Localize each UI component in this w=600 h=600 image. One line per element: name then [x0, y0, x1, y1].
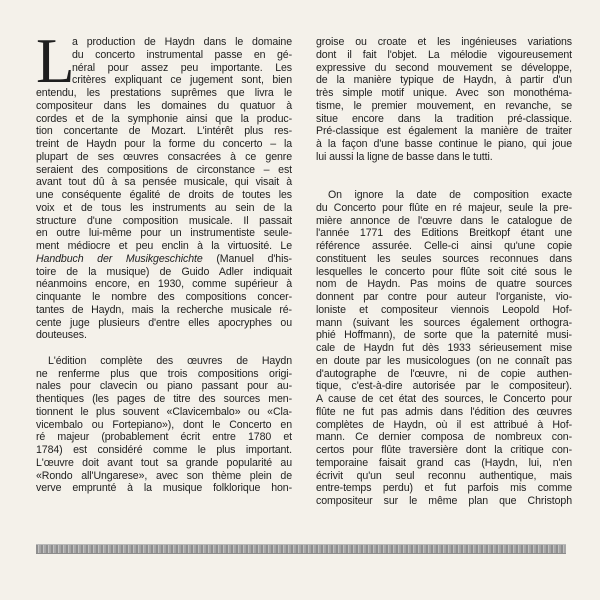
text-line: l'année 1771 des Editions Breitkopf étant une: [316, 227, 572, 240]
text-line: d'autographe de l'œuvre, ni de copie authen-: [316, 367, 572, 380]
text-line: 1784) est considéré comme le plus important.: [36, 444, 292, 456]
text-line: à la façon d'une basse continue le piano, qui joue: [316, 138, 572, 150]
text-line: lesquelles le concerto pour flûte soit cité sous le: [316, 265, 572, 278]
text-line: néanmoins encore, en 1930, comme supérieur à: [36, 278, 292, 291]
text-line: On ignore la date de composition exacte: [328, 189, 572, 201]
text-line: tantes de Haydn, mais la recherche musicale ré-: [36, 303, 292, 316]
text-line: cordes et de la symphonie ainsi que la produc-: [36, 112, 292, 125]
text-line: plupart de ses œuvres consacrées à ce genre: [36, 150, 292, 163]
left-column: [36, 26, 292, 495]
text-line: avant tout dû à sa pensée musicale, qui visait à: [36, 176, 292, 189]
text-line: certos pour flûte traversière dont la critique con-: [316, 444, 572, 456]
right-column: [316, 36, 572, 508]
text-line: ment médiocre et peu enclin à la virtuosité. Le: [36, 240, 292, 252]
text-line: cale de Haydn fut dès 1933 sérieusement mise: [316, 342, 572, 354]
text-line: lui aussi la ligne de basse dans le tutti.: [316, 150, 493, 163]
text-line: mière annonce de l'œuvre dans le catalogue de: [316, 214, 572, 227]
text-line: entre-temps perdu) et fut parfois mis comme: [316, 482, 572, 495]
text-line: phié Hoffmann), de sorte que la paternité musi-: [316, 329, 572, 342]
text-line: temporaine faisait grand cas (Haydn, lui, n'en: [316, 456, 572, 469]
text-line: tion concertante de Mozart. L'intérêt plus res-: [36, 125, 292, 138]
text-line: de la manière typique de Haydn, à partir d'un: [316, 74, 572, 87]
text-line: verve emprunté à la musique folklorique hon-: [36, 482, 292, 495]
text-line: une conséquente égalité de droits de toutes les: [36, 189, 292, 201]
text-line: mann (suivant les sources également orthogra-: [316, 316, 572, 329]
text-line: treint de Haydn pour la forme du concerto – la: [36, 138, 292, 150]
text-line: constituent les seules sources reconnues dans: [316, 252, 572, 265]
text-line: donnent par contre pour auteur l'organiste, vio-: [316, 291, 572, 303]
text-line: expressive du second mouvement se développe,: [316, 61, 572, 74]
text-line: douteuses.: [36, 329, 87, 342]
text-line: tique, c'est-à-dire autorisée par le compositeur).: [316, 380, 572, 393]
text-line: ne renferme plus que trois compositions origi-: [36, 367, 292, 380]
text-line: néral pour assez peu importante. Les: [72, 61, 292, 74]
text-line: structure d'une composition musicale. Il passait: [36, 214, 292, 227]
text-line: Handbuch der Musikgeschichte (Manuel d'his-: [36, 252, 292, 265]
text-line: en doute par les musicologues (on ne connaît pas: [316, 354, 572, 367]
text-line: critères expliquant ce jugement sont, bien: [72, 74, 292, 87]
text-line: vicembalo ou Fortepiano»), dont le Concerto en: [36, 418, 292, 431]
text-line: Pré-classique est également la manière de traiter: [316, 125, 572, 138]
text-line: L'œuvre doit avant tout sa grande popularité au: [36, 456, 292, 469]
text-line: nales pour clavecin ou piano passant pour au-: [36, 380, 292, 393]
text-line: entendu, les prestations suprêmes que livra le: [36, 87, 292, 99]
text-line: «Rondo all'Ungarese», avec son thème plein de: [36, 469, 292, 482]
text-line: voix et de tous les instruments au sein de la: [36, 201, 292, 214]
text-line: situe encore dans la tradition pré-classique.: [316, 112, 572, 125]
text-line: très simple motif unique. Avec son monothéma-: [316, 87, 572, 99]
paragraph-gap: [316, 164, 572, 190]
text-line: mann. Ce dernier composa de nombreux con-: [316, 431, 572, 444]
text-line: seraient des compositions de circonstance – est: [36, 163, 292, 176]
text-line: L'édition complète des œuvres de Haydn: [48, 354, 292, 367]
text-line: en outre lui-même pour un instrumentiste seule-: [36, 227, 292, 240]
text-line: référence assurée. Celle-ci ainsi qu'une copie: [316, 240, 572, 252]
book-title: Handbuch der Musikgeschichte: [36, 252, 203, 265]
text-line: flûte ne fut pas admis dans l'édition des œuvres: [316, 405, 572, 418]
text-line: du Concerto pour flûte en ré majeur, seule la pre-: [316, 201, 572, 214]
text-line: du concerto instrumental passe en gé-: [72, 48, 292, 61]
decorative-bottom-rule: [36, 544, 566, 554]
paragraph-gap: [36, 342, 292, 355]
text-line: complètes de Haydn, où il est attribué à Hof-: [316, 418, 572, 431]
text-line: A cause de cet état des sources, le Concerto pour: [316, 393, 572, 405]
text-line: ré majeur (probablement écrit entre 1780 et: [36, 431, 292, 444]
text-line: a production de Haydn dans le domaine: [72, 36, 292, 48]
text-line: tionnent le plus souvent «Clavicembalo» ou «Cla-: [36, 405, 292, 418]
text-line: cente juge plusieurs d'entre elles apocryphes ou: [36, 316, 292, 329]
text-line: tisme, le premier mouvement, en revanche, se: [316, 99, 572, 112]
text-line: groise ou croate et les ingénieuses variations: [316, 36, 572, 48]
text-line: toire de la musique) de Guido Adler indiquait: [36, 265, 292, 278]
text-line: compositeur sur le même plan que Christoph: [316, 495, 572, 507]
text-line: cinquante le nombre des compositions concer-: [36, 291, 292, 303]
text-line: compositeur dans les domaines du quatuor à: [36, 99, 292, 112]
text-line: écrivit qu'un seul reconnu authentique, mais: [316, 469, 572, 482]
text-line: dont il fait l'objet. La mélodie vigoureusement: [316, 48, 572, 61]
drop-cap: L: [36, 26, 75, 96]
text-line: thentiques (les pages de titre des sources men-: [36, 393, 292, 405]
text-line: nom de Haydn. Pas moins de quatre sources: [316, 278, 572, 291]
text-line: loniste et compositeur viennois Leopold Hof-: [316, 303, 572, 316]
